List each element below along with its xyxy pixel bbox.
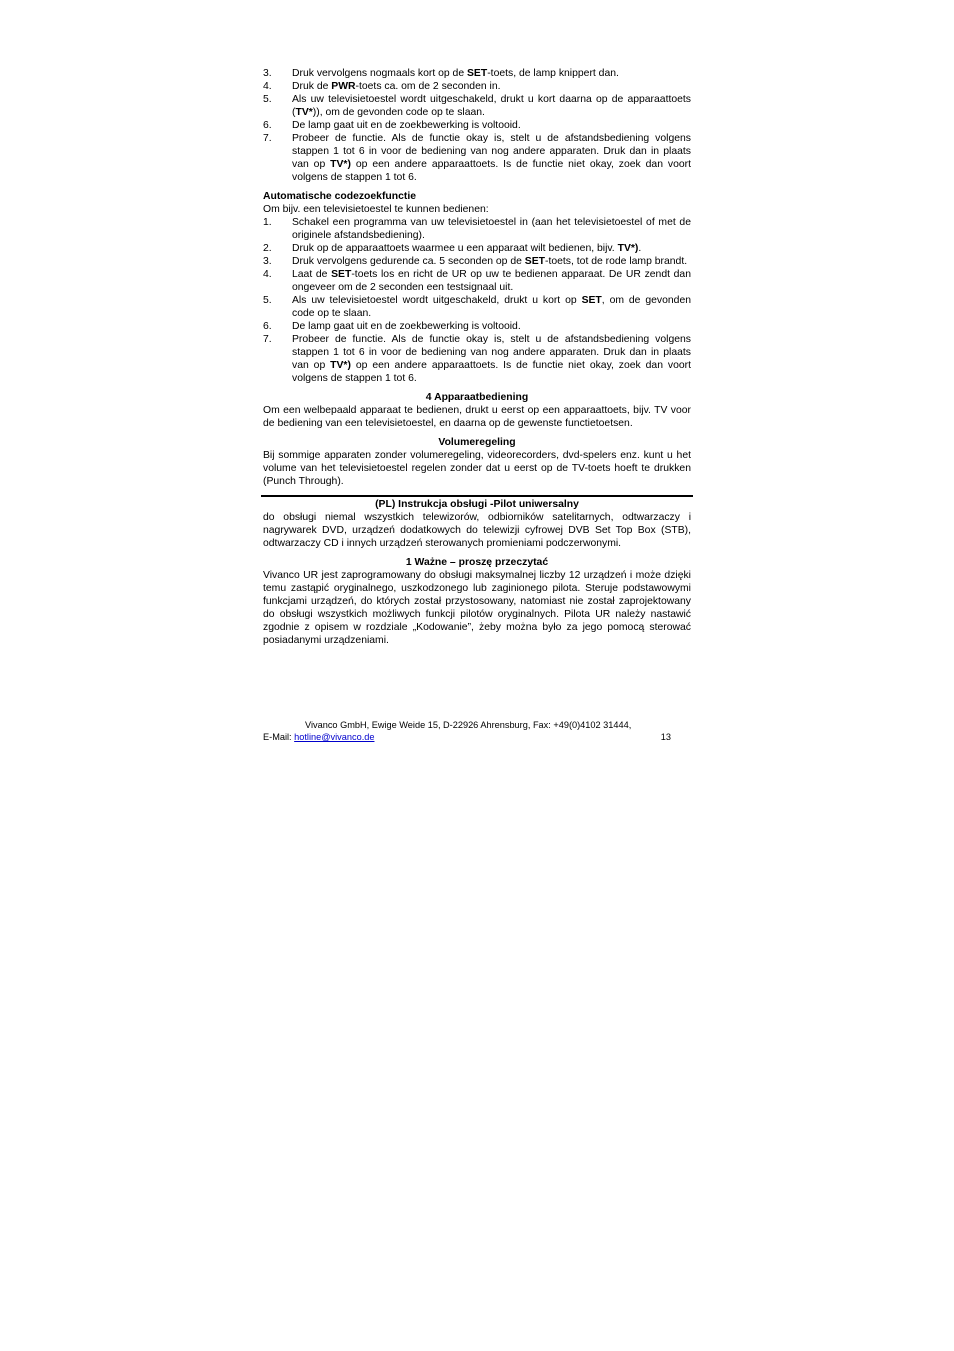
list-item-text: -toets ca. om de 2 seconden in. — [355, 81, 501, 92]
list-item-text: -toets, tot de rode lamp brandt. — [545, 256, 688, 267]
volume-title: Volumeregeling — [438, 437, 516, 448]
list-item-text: Probeer de functie. Als de functie okay is, stelt u de afstandsbediening volgens stappen 1 tot 6 in voor de bediening van nog andere apparaten. Druk dan in plaats van op — [292, 133, 691, 170]
list-item-text: -toets los en richt de UR op uw te bedienen apparaat. De UR zendt dan ongeveer om de 2 seconden een testsignaal uit. — [292, 269, 691, 293]
page-footer — [263, 719, 691, 743]
steps-list-auto — [263, 216, 691, 385]
footer-email-label: E-Mail: — [263, 732, 295, 742]
page-number: 13 — [660, 732, 671, 742]
list-item-number: 1. — [263, 217, 272, 228]
list-item — [263, 93, 691, 119]
section4-text: Om een welbepaald apparaat te bedienen, drukt u eerst op een apparaattoets, bijv. TV voor de bediening van een televisietoestel, en daarna op de gewenste functietoetsen. — [263, 405, 691, 429]
list-item-text: op een andere apparaattoets. Is de functie niet okay, zoek dan voort volgens de stappen 1 tot 6. — [292, 360, 691, 384]
list-item — [263, 268, 691, 294]
list-item-number: 7. — [263, 334, 272, 345]
list-item-text: , om de gevonden code op te slaan. — [292, 295, 692, 319]
list-item-number: 3. — [263, 68, 272, 79]
list-item-text: op een andere apparaattoets. Is de functie niet okay, zoek dan voort volgens de stappen 1 tot 6. — [292, 159, 691, 183]
list-item-number: 2. — [263, 243, 272, 254]
footer-email-link[interactable]: hotline@vivanco.de — [294, 732, 375, 742]
list-item — [263, 119, 691, 132]
list-item-text: -toets, de lamp knippert dan. — [487, 68, 619, 79]
list-item — [263, 320, 691, 333]
list-item-number: 7. — [263, 133, 272, 144]
list-item-text: Als uw televisietoestel wordt uitgeschakeld, drukt u kort op — [292, 295, 582, 306]
document-page — [263, 67, 691, 647]
list-item-text: Druk vervolgens nogmaals kort op de — [292, 68, 467, 79]
list-item — [263, 80, 691, 93]
list-item — [263, 255, 691, 268]
list-item-text: De lamp gaat uit en de zoekbewerking is voltooid. — [292, 120, 521, 131]
list-item-number: 3. — [263, 256, 272, 267]
list-item-key-term: TV* — [295, 107, 313, 118]
list-item-key-term: SET — [581, 295, 602, 306]
steps-list-manual — [263, 67, 691, 184]
pl-title: (PL) Instrukcja obsługi -Pilot uniwersalny — [375, 499, 579, 510]
list-item-number: 4. — [263, 269, 272, 280]
auto-search-intro: Om bijv. een televisietoestel te kunnen bedienen: — [263, 204, 489, 215]
list-item — [263, 132, 691, 184]
list-item — [263, 242, 691, 255]
volume-text: Bij sommige apparaten zonder volumeregeling, videorecorders, dvd-spelers enz. kunt u het volume van het televisietoestel regelen zonder dat u eerst op de TV-toets hoeft te drukken (Punch Through). — [263, 450, 691, 487]
list-item-key-term: TV*) — [617, 243, 639, 254]
list-item-number: 4. — [263, 81, 272, 92]
section-divider — [261, 495, 693, 497]
list-item-text: Als uw televisietoestel wordt uitgeschakeld, drukt u kort daarna op de apparaattoets ( — [292, 94, 691, 118]
list-item-text: De lamp gaat uit en de zoekbewerking is voltooid. — [292, 321, 521, 332]
list-item-key-term: SET — [331, 269, 352, 280]
pl1-title: 1 Ważne – proszę przeczytać — [405, 557, 549, 568]
list-item-text: Druk vervolgens gedurende ca. 5 seconden op de — [292, 256, 525, 267]
list-item-text: Druk de — [292, 81, 332, 92]
list-item-text: Probeer de functie. Als de functie okay is, stelt u de afstandsbediening volgens stappen 1 tot 6 in voor de bediening van nog andere apparaten. Druk dan in plaats van op — [292, 334, 691, 371]
list-item-number: 6. — [263, 120, 272, 131]
list-item-key-term: SET — [467, 68, 488, 79]
list-item-number: 6. — [263, 321, 272, 332]
footer-address: Vivanco GmbH, Ewige Weide 15, D-22926 Ahrensburg, Fax: +49(0)4102 31444, — [305, 720, 632, 730]
list-item-text: Schakel een programma van uw televisietoestel in (aan het televisietoestel of met de originele afstandsbediening). — [292, 217, 691, 241]
list-item — [263, 294, 691, 320]
list-item-key-term: TV*) — [330, 360, 351, 371]
list-item-text: Laat de — [292, 269, 332, 280]
list-item-key-term: TV*) — [330, 159, 351, 170]
list-item-text: )), om de gevonden code op te slaan. — [312, 107, 485, 118]
list-item-number: 5. — [263, 94, 272, 105]
list-item-key-term: PWR — [331, 81, 356, 92]
section4-title: 4 Apparaatbediening — [425, 392, 529, 403]
list-item — [263, 333, 691, 385]
list-item-number: 5. — [263, 295, 272, 306]
pl1-text: Vivanco UR jest zaprogramowany do obsługi maksymalnej liczby 12 urządzeń i może dzięki temu zastąpić oryginalnego, uszkodzonego lub zaginionego pilota. Steruje podstawowymi funkcjami urządzeń, do których został przystosowany, natomiast nie został zaprojektowany do obsługi wszystkich możliwych funkcji pilotów oryginalnych. Pilota UR należy nastawić zgodnie z opisem w rozdziale „Kodowanie”, żeby można było za jego pomocą sterować posiadanymi urządzeniami. — [263, 570, 691, 646]
list-item-text: . — [638, 243, 642, 254]
list-item — [263, 216, 691, 242]
auto-search-title: Automatische codezoekfunctie — [263, 191, 417, 202]
list-item — [263, 67, 691, 80]
pl-text: do obsługi niemal wszystkich telewizorów, odbiorników satelitarnych, odtwarzaczy i nagrywarek DVD, urządzeń dodatkowych do telewizji cyfrowej DVB Set Top Box (STB), odtwarzaczy CD i innych urządzeń sterowanych promieniami podczerwonymi. — [263, 512, 691, 549]
list-item-key-term: SET — [524, 256, 546, 267]
list-item-text: Druk op de apparaattoets waarmee u een apparaat wilt bedienen, bijv. — [292, 243, 618, 254]
